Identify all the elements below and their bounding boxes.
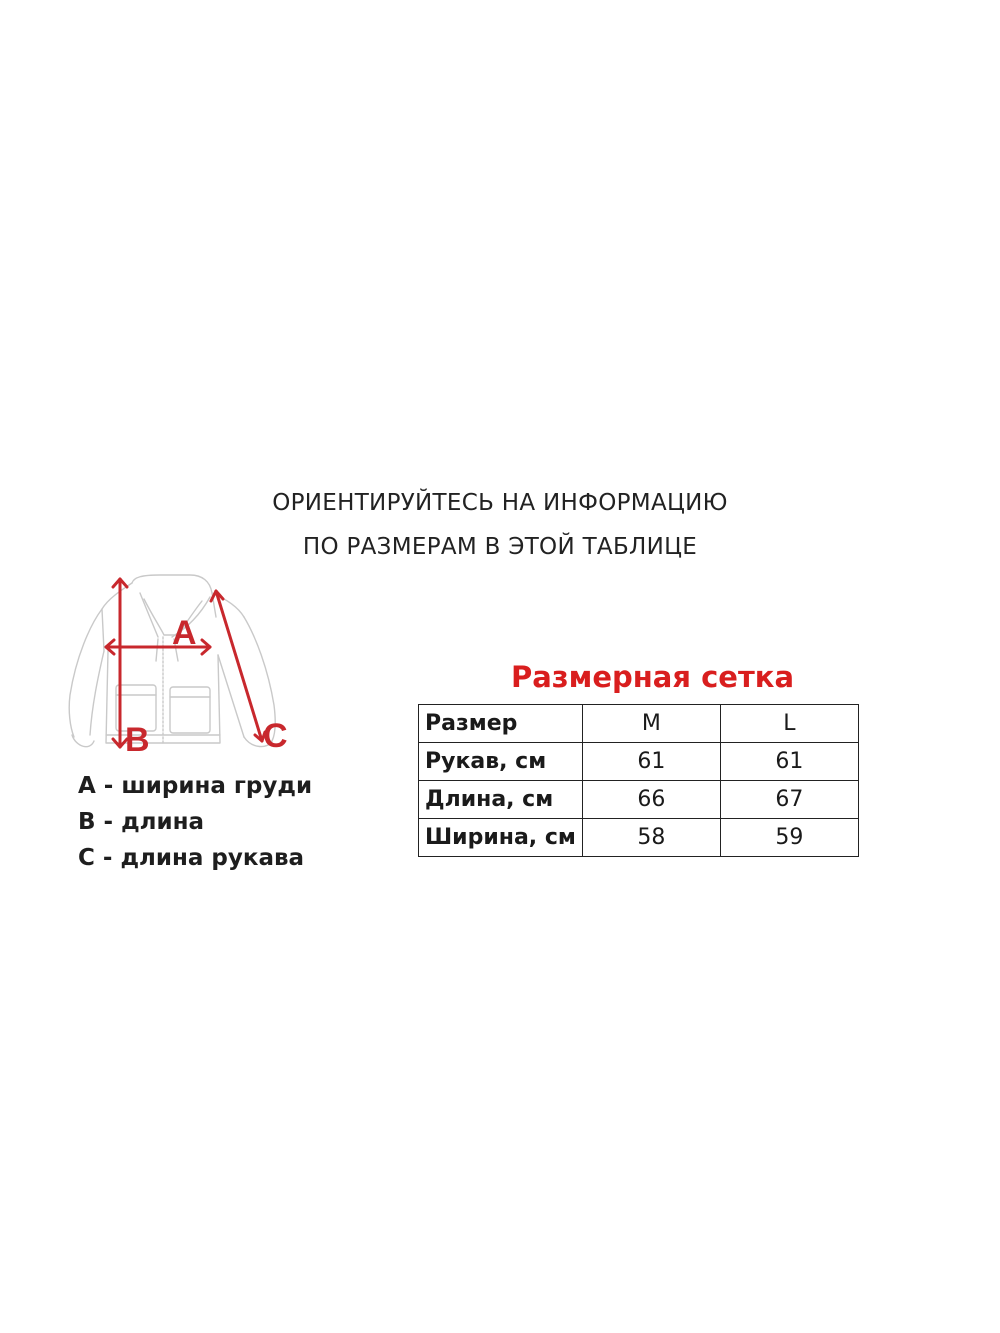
- arrow-c: [216, 591, 262, 741]
- legend-item-b: B - длина: [78, 809, 205, 835]
- row-label: Длина, см: [419, 781, 583, 819]
- size-chart-title: Размерная сетка: [510, 660, 795, 694]
- table-header-cell: M: [582, 705, 720, 743]
- table-row: [419, 781, 859, 819]
- table-header-cell: Размер: [419, 705, 583, 743]
- table-header-row: [419, 705, 859, 743]
- label-a: A: [172, 614, 197, 652]
- table-header-cell: L: [720, 705, 858, 743]
- table-cell: 58: [582, 819, 720, 857]
- jacket-outline: [69, 575, 275, 747]
- label-b: B: [125, 721, 150, 759]
- size-table: [418, 704, 859, 857]
- heading-line-2: ПО РАЗМЕРАМ В ЭТОЙ ТАБЛИЦЕ: [302, 534, 698, 560]
- table-row: [419, 819, 859, 857]
- table-cell: 61: [582, 743, 720, 781]
- row-label: Ширина, см: [419, 819, 583, 857]
- row-label: Рукав, см: [419, 743, 583, 781]
- table-cell: 67: [720, 781, 858, 819]
- legend-item-c: C - длина рукава: [78, 845, 305, 871]
- table-cell: 66: [582, 781, 720, 819]
- jacket-measurement-diagram: [60, 565, 310, 765]
- table-cell: 59: [720, 819, 858, 857]
- label-c: C: [263, 717, 288, 755]
- table-row: [419, 743, 859, 781]
- legend-item-a: A - ширина груди: [78, 773, 313, 799]
- heading-line-1: ОРИЕНТИРУЙТЕСЬ НА ИНФОРМАЦИЮ: [272, 490, 728, 516]
- measurement-legend: [78, 768, 312, 876]
- table-cell: 61: [720, 743, 858, 781]
